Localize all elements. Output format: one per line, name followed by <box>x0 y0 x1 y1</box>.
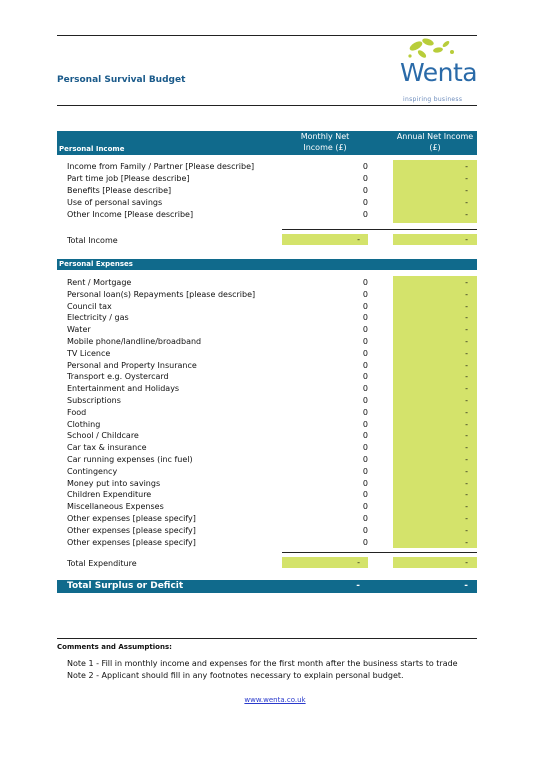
income-row-annual: - <box>465 162 468 171</box>
expense-row-label: Other expenses [please specify] <box>67 525 196 535</box>
expense-row-annual: - <box>465 407 468 417</box>
income-row-label: Use of personal savings <box>67 198 163 207</box>
expense-row-label: Entertainment and Holidays <box>67 384 180 394</box>
expense-row-annual: - <box>465 466 468 476</box>
expense-row-monthly[interactable]: 0 <box>362 455 368 464</box>
expense-row-label: Car tax & insurance <box>67 443 147 453</box>
expense-row-label: Miscellaneous Expenses <box>67 502 164 512</box>
income-row-annual: - <box>465 186 468 195</box>
expense-row-label: Contingency <box>67 466 118 476</box>
income-row-monthly[interactable]: 0 <box>362 186 368 195</box>
expense-row-annual: - <box>465 478 468 488</box>
income-row-annual: - <box>465 198 468 207</box>
expense-row-monthly[interactable]: 0 <box>362 502 368 512</box>
expense-row-label: Electricity / gas <box>67 313 129 323</box>
expense-row-label: Personal loan(s) Repayments [please describe] <box>67 289 256 299</box>
expense-row-annual: - <box>465 372 468 382</box>
income-row-label: Other Income [Please describe] <box>67 210 194 219</box>
expense-row-monthly[interactable]: 0 <box>362 337 368 346</box>
income-row-label: Part time job [Please describe] <box>67 174 190 183</box>
expense-row-label: Children Expenditure <box>67 490 152 500</box>
income-row-monthly[interactable]: 0 <box>362 198 368 207</box>
expense-row-monthly[interactable]: 0 <box>362 289 368 299</box>
expense-row-monthly[interactable]: 0 <box>362 407 368 417</box>
expenses-section-label: Personal Expenses <box>59 260 133 268</box>
expense-row-label: Transport e.g. Oystercard <box>67 372 169 382</box>
expense-row-annual: - <box>465 278 468 287</box>
expenses-total-monthly: - <box>357 558 360 567</box>
income-total-label: Total Income <box>67 236 118 245</box>
expense-row-monthly[interactable]: 0 <box>362 525 368 535</box>
expense-row-annual: - <box>465 502 468 512</box>
income-row-monthly[interactable]: 0 <box>362 162 368 171</box>
expense-row-monthly[interactable]: 0 <box>362 490 368 500</box>
expense-row-monthly[interactable]: 0 <box>362 325 368 335</box>
income-row-monthly[interactable]: 0 <box>362 210 368 219</box>
note-2: Note 2 - Applicant should fill in any footnotes necessary to explain personal budget. <box>67 671 404 680</box>
expense-row-annual: - <box>465 289 468 299</box>
expense-row-monthly[interactable]: 0 <box>362 313 368 323</box>
expense-row-monthly[interactable]: 0 <box>362 419 368 429</box>
logo-tagline: inspiring business <box>403 96 463 103</box>
expense-row-annual: - <box>465 396 468 405</box>
footer-website-link[interactable]: www.wenta.co.uk <box>244 696 306 704</box>
expense-row-monthly[interactable]: 0 <box>362 431 368 441</box>
expense-row-monthly[interactable]: 0 <box>362 537 368 547</box>
expense-row-label: Mobile phone/landline/broadband <box>67 337 202 346</box>
expense-row-annual: - <box>465 360 468 370</box>
summary-label: Total Surplus or Deficit <box>67 581 184 591</box>
expense-row-monthly[interactable]: 0 <box>362 396 368 405</box>
expenses-total-rule <box>282 552 477 553</box>
comments-heading: Comments and Assumptions: <box>57 643 172 651</box>
income-row-monthly[interactable]: 0 <box>362 174 368 183</box>
expenses-total-label: Total Expenditure <box>67 559 137 568</box>
expense-row-label: TV Licence <box>67 348 111 358</box>
income-row-label: Benefits [Please describe] <box>67 186 172 195</box>
income-total-monthly: - <box>357 235 360 244</box>
expense-row-label: Personal and Property Insurance <box>67 360 197 370</box>
leaf-icon <box>408 37 454 59</box>
summary-annual: - <box>464 581 468 591</box>
expense-row-annual: - <box>465 443 468 453</box>
expense-row-annual: - <box>465 348 468 358</box>
expense-row-label: Clothing <box>67 419 101 429</box>
expense-row-monthly[interactable]: 0 <box>362 443 368 453</box>
expense-row-annual: - <box>465 419 468 429</box>
expense-row-label: Car running expenses (inc fuel) <box>67 455 193 464</box>
expense-row-label: Food <box>67 407 87 417</box>
summary-monthly: - <box>356 581 360 591</box>
page-title: Personal Survival Budget <box>57 75 186 85</box>
expense-row-annual: - <box>465 455 468 464</box>
income-total-annual: - <box>465 235 468 244</box>
income-row-label: Income from Family / Partner [Please describe] <box>67 162 255 171</box>
logo-wordmark: Wenta <box>400 58 478 87</box>
expense-row-annual: - <box>465 431 468 441</box>
col-head-annual: Annual Net Income (£) <box>396 132 474 152</box>
expense-row-monthly[interactable]: 0 <box>362 360 368 370</box>
expense-row-label: Money put into savings <box>67 478 161 488</box>
expense-row-annual: - <box>465 490 468 500</box>
header-rule <box>57 105 477 106</box>
expense-row-annual: - <box>465 537 468 547</box>
expense-row-monthly[interactable]: 0 <box>362 478 368 488</box>
expense-row-annual: - <box>465 313 468 323</box>
expense-row-monthly[interactable]: 0 <box>362 466 368 476</box>
col-head-monthly: Monthly Net Income (£) <box>300 132 350 152</box>
expense-row-annual: - <box>465 514 468 523</box>
expense-row-label: Subscriptions <box>67 396 121 405</box>
expense-row-annual: - <box>465 325 468 335</box>
expense-row-label: Other expenses [please specify] <box>67 537 196 547</box>
expense-row-monthly[interactable]: 0 <box>362 372 368 382</box>
expenses-total-annual: - <box>465 558 468 567</box>
expense-row-monthly[interactable]: 0 <box>362 301 368 311</box>
income-row-annual: - <box>465 174 468 183</box>
expense-row-label: Other expenses [please specify] <box>67 514 196 523</box>
income-row-annual: - <box>465 210 468 219</box>
expense-row-annual: - <box>465 337 468 346</box>
expense-row-label: Water <box>67 325 91 335</box>
comments-rule <box>57 638 477 639</box>
note-1: Note 1 - Fill in monthly income and expenses for the first month after the business starts to trade <box>67 659 458 668</box>
expense-row-monthly[interactable]: 0 <box>362 278 368 287</box>
expense-row-monthly[interactable]: 0 <box>362 514 368 523</box>
expense-row-label: Rent / Mortgage <box>67 278 132 287</box>
expense-row-label: Council tax <box>67 301 112 311</box>
expense-row-annual: - <box>465 525 468 535</box>
expense-row-annual: - <box>465 301 468 311</box>
income-total-rule <box>282 229 477 230</box>
expense-row-monthly[interactable]: 0 <box>362 384 368 394</box>
expense-row-label: School / Childcare <box>67 431 139 441</box>
expense-row-annual: - <box>465 384 468 394</box>
expense-row-monthly[interactable]: 0 <box>362 348 368 358</box>
income-section-label: Personal Income <box>59 145 125 153</box>
